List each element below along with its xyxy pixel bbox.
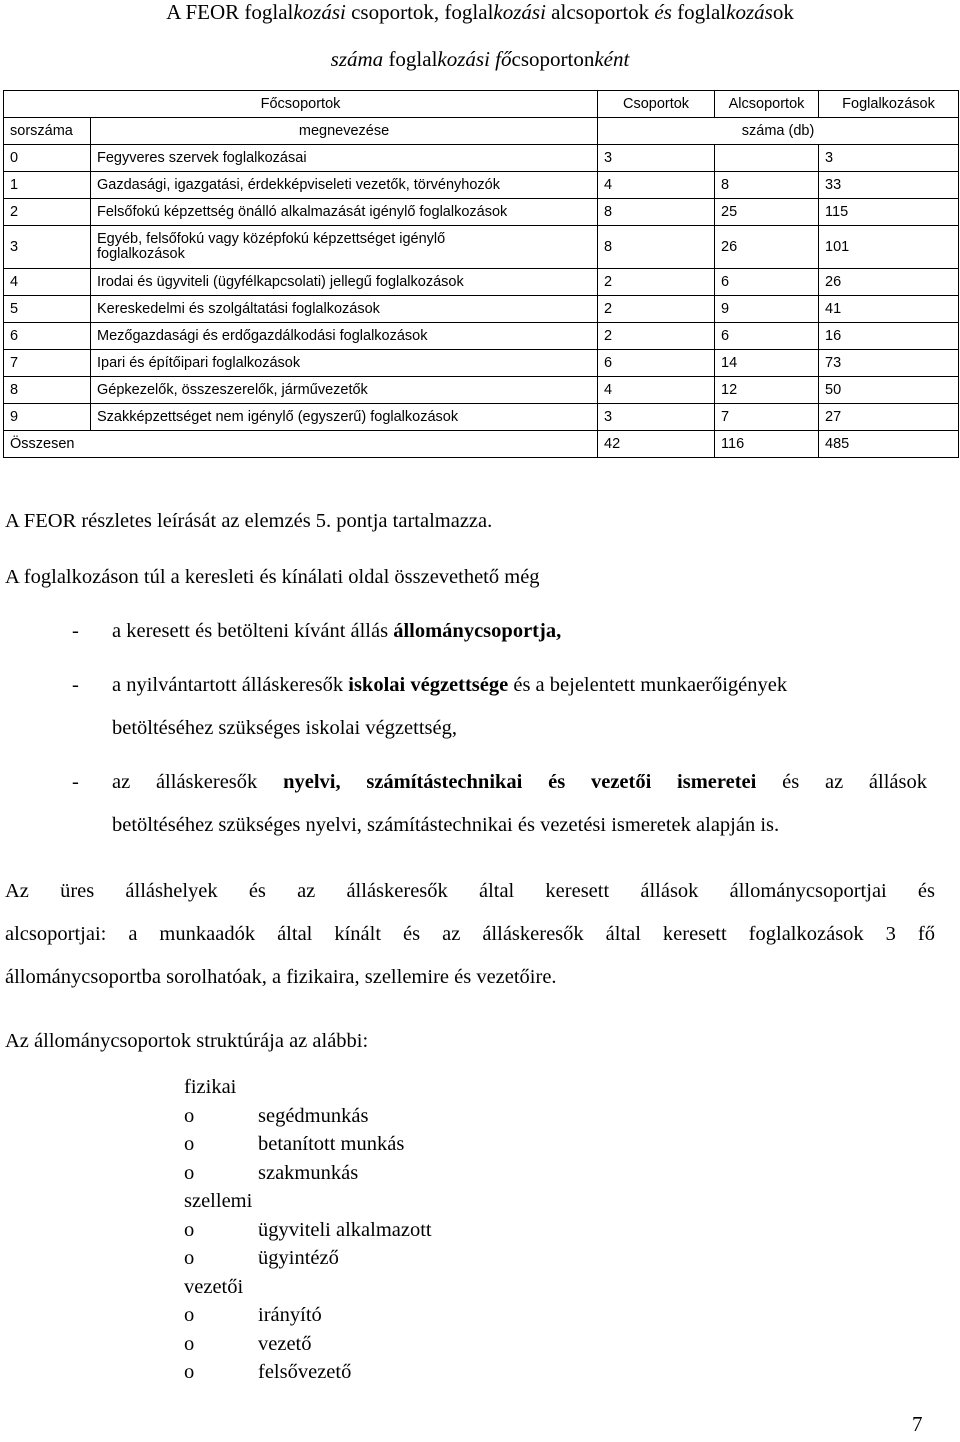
row-name: Gazdasági, igazgatási, érdekképviseleti vezetők, törvényhozók	[91, 172, 598, 199]
header-foglalkozasok: Foglalkozások	[819, 91, 959, 118]
row-name: Ipari és építőipari foglalkozások	[91, 350, 598, 377]
table-row	[4, 199, 959, 226]
page-title-line-1: A FEOR foglalkozási csoportok, foglalkozási alcsoportok és foglalkozások	[166, 0, 794, 24]
row-csoportok: 8	[598, 199, 715, 226]
row-foglalkozasok: 26	[819, 269, 959, 296]
table-header-row-2	[4, 118, 959, 145]
row-name: Szakképzettséget nem igénylő (egyszerű) foglalkozások	[91, 404, 598, 431]
list-item: o segédmunkás	[184, 1104, 369, 1127]
row-csoportok: 4	[598, 377, 715, 404]
header-megnevezese: megnevezése	[91, 118, 598, 145]
row-number: 2	[4, 199, 91, 226]
row-number: 0	[4, 145, 91, 172]
list-item: o ügyintéző	[184, 1247, 339, 1269]
list-item-iskolai-vegzettseg: - a nyilvántartott álláskeresők iskolai végzettsége és a bejelentett munkaerőigények betöltéséhez szükséges iskolai végzettség,	[72, 664, 927, 750]
total-label: Összesen	[4, 431, 598, 458]
paragraph-feor-reference: A FEOR részletes leírását az elemzés 5. pontja tartalmazza.	[5, 510, 493, 532]
row-alcsoportok: 8	[715, 172, 819, 199]
row-name-line-2: foglalkozások	[97, 246, 185, 262]
table-row	[4, 172, 959, 199]
row-foglalkozasok: 41	[819, 296, 959, 323]
row-number: 8	[4, 377, 91, 404]
row-number: 4	[4, 269, 91, 296]
row-csoportok: 2	[598, 323, 715, 350]
list-item: o szakmunkás	[184, 1161, 359, 1184]
row-alcsoportok: 14	[715, 350, 819, 377]
row-foglalkozasok: 101	[819, 226, 959, 269]
header-alcsoportok: Alcsoportok	[715, 91, 819, 118]
row-name: Felsőfokú képzettség önálló alkalmazását igénylő foglalkozások	[91, 199, 598, 226]
row-csoportok: 2	[598, 296, 715, 323]
feor-table	[3, 90, 959, 458]
row-alcsoportok: 25	[715, 199, 819, 226]
row-name: Gépkezelők, összeszerelők, járművezetők	[91, 377, 598, 404]
page-number: 7	[912, 1412, 923, 1436]
row-number: 7	[4, 350, 91, 377]
row-csoportok: 8	[598, 226, 715, 269]
table-row	[4, 377, 959, 404]
row-foglalkozasok: 27	[819, 404, 959, 431]
list-item: o irányító	[184, 1304, 322, 1326]
table-total-row	[4, 431, 959, 458]
dash-marker: -	[72, 771, 79, 793]
header-focsoportok: Főcsoportok	[4, 91, 598, 118]
group-fizikai: fizikai	[184, 1076, 237, 1098]
dash-marker: -	[72, 620, 79, 642]
row-name: Fegyveres szervek foglalkozásai	[91, 145, 598, 172]
row-number: 9	[4, 404, 91, 431]
list-item: o ügyviteli alkalmazott	[184, 1218, 432, 1241]
row-csoportok: 2	[598, 269, 715, 296]
table-header-row-1	[4, 91, 959, 118]
row-foglalkozasok: 33	[819, 172, 959, 199]
total-foglalkozasok: 485	[819, 431, 959, 458]
row-alcsoportok: 9	[715, 296, 819, 323]
total-alcsoportok: 116	[715, 431, 819, 458]
table-row	[4, 296, 959, 323]
list-item: o vezető	[184, 1332, 312, 1355]
list-item: o felsővezető	[184, 1361, 352, 1383]
row-alcsoportok: 26	[715, 226, 819, 269]
group-szellemi: szellemi	[184, 1190, 253, 1212]
table-row	[4, 145, 959, 172]
row-number: 3	[4, 226, 91, 269]
structure-list	[184, 1073, 432, 1387]
dash-marker: -	[72, 674, 79, 696]
row-name: Mezőgazdasági és erdőgazdálkodási foglalkozások	[91, 323, 598, 350]
row-alcsoportok: 6	[715, 269, 819, 296]
table-row	[4, 404, 959, 431]
page-title-line-2: száma foglalkozási főcsoportonként	[330, 47, 630, 71]
paragraph-struktura-intro: Az állománycsoportok struktúrája az alábbi:	[5, 1030, 369, 1052]
row-csoportok: 3	[598, 404, 715, 431]
row-number: 5	[4, 296, 91, 323]
row-name	[91, 226, 598, 269]
header-sorszama: sorszáma	[4, 118, 91, 145]
list-item-ismeretek: - az álláskeresők nyelvi, számítástechnikai és vezetői ismeretei és az állások betöltéséhez szükséges nyelvi, számítástechnikai és vezetési ismeretek alapján is.	[72, 761, 927, 847]
row-alcsoportok: 7	[715, 404, 819, 431]
row-foglalkozasok: 50	[819, 377, 959, 404]
row-name: Irodai és ügyviteli (ügyfélkapcsolati) jellegű foglalkozások	[91, 269, 598, 296]
table-row	[4, 350, 959, 377]
table-row	[4, 269, 959, 296]
total-csoportok: 42	[598, 431, 715, 458]
table-row	[4, 226, 959, 269]
row-csoportok: 3	[598, 145, 715, 172]
header-szama: száma (db)	[598, 118, 959, 145]
row-number: 6	[4, 323, 91, 350]
row-name: Kereskedelmi és szolgáltatási foglalkozások	[91, 296, 598, 323]
row-foglalkozasok: 16	[819, 323, 959, 350]
group-vezetoi: vezetői	[184, 1275, 244, 1298]
row-csoportok: 6	[598, 350, 715, 377]
header-csoportok: Csoportok	[598, 91, 715, 118]
row-foglalkozasok: 115	[819, 199, 959, 226]
paragraph-comparison-intro: A foglalkozáson túl a keresleti és kínálati oldal összevethető még	[5, 566, 540, 588]
list-item: o betanított munkás	[184, 1133, 405, 1155]
row-name-line-1: Egyéb, felsőfokú vagy középfokú képzettséget igénylő	[97, 231, 446, 247]
row-alcsoportok	[715, 145, 819, 172]
table-row	[4, 323, 959, 350]
row-foglalkozasok: 73	[819, 350, 959, 377]
row-csoportok: 4	[598, 172, 715, 199]
row-alcsoportok: 12	[715, 377, 819, 404]
list-item-allomanycsoport: - a keresett és betölteni kívánt állás állománycsoportja,	[72, 610, 927, 653]
row-alcsoportok: 6	[715, 323, 819, 350]
row-foglalkozasok: 3	[819, 145, 959, 172]
row-number: 1	[4, 172, 91, 199]
paragraph-allomanycsoportok: Az üres álláshelyek és az álláskeresők által keresett állások állománycsoportjai és alcsoportjai: a munkaadók által kínált és az álláskeresők által keresett foglalkozások 3 fő állománycsoportba sorolhatóak, a fizikaira, szellemire és vezetőire.	[5, 880, 935, 988]
